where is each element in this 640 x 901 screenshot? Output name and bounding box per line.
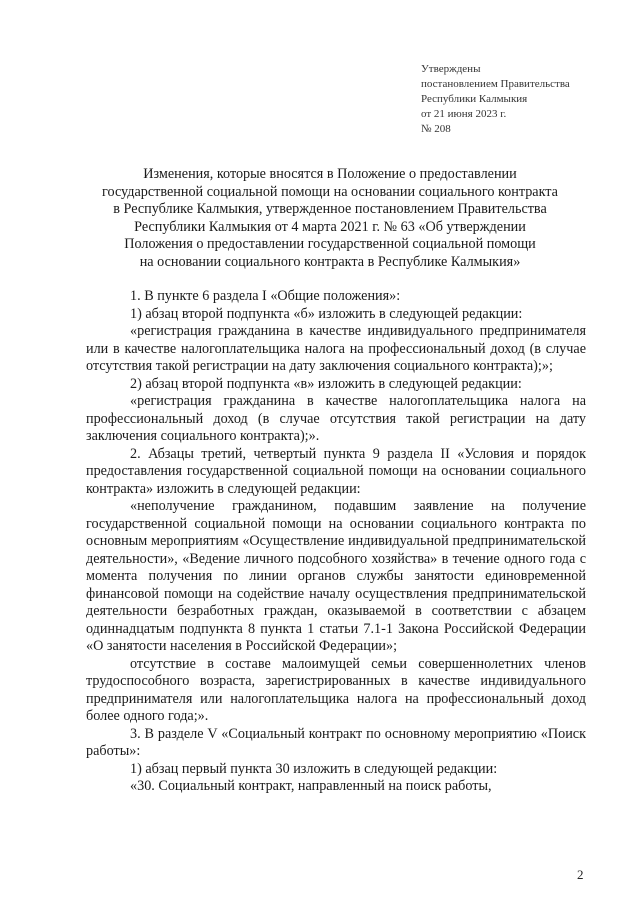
paragraph: 1) абзац первый пункта 30 изложить в следующей редакции: (130, 760, 498, 777)
title-line: государственной социальной помощи на основании социального контракта (102, 183, 558, 200)
approval-date: от 21 июня 2023 г. (421, 108, 507, 120)
document-body (86, 288, 586, 796)
paragraph: «регистрация гражданина в качестве индивидуального предпринимателя или в качестве налогоплательщика налога на профессиональный доход (в случае отсутствия такой регистрации на дату заключения социального контракта);»; (86, 323, 586, 374)
approval-stamp (421, 62, 570, 137)
title-line: Изменения, которые вносятся в Положение о предоставлении (143, 166, 517, 182)
approval-line: Утверждены (421, 63, 481, 75)
document-title (100, 166, 560, 271)
paragraph: 2) абзац второй подпункта «в» изложить в следующей редакции: (130, 375, 522, 392)
paragraph: 1. В пункте 6 раздела I «Общие положения»: (130, 288, 401, 304)
approval-line: Республики Калмыкия (421, 93, 528, 105)
page-number: 2 (577, 867, 584, 882)
title-line: в Республике Калмыкия, утвержденное постановлением Правительства (113, 201, 547, 217)
paragraph: «неполучение гражданином, подавшим заявление на получение государственной социальной помощи на основании социального контракта по основным мероприятиям «Осуществление индивидуальной предпринимательской деятельности», «Ведение личного подсобного хозяйства» в течение одного года с момента получения по линии органов службы занятости единовременной финансовой помощи на содействие началу осуществления предпринимательской деятельности безработных граждан, оказываемой в соответствии с абзацем одиннадцатым подпункта 8 пункта 1 статьи 7.1-1 Закона Российской Федерации «О занятости населения в Российской Федерации»; (86, 498, 586, 654)
title-line: Республики Калмыкия от 4 марта 2021 г. № 63 «Об утверждении (134, 218, 526, 235)
approval-line: постановлением Правительства (421, 78, 570, 90)
paragraph: 2. Абзацы третий, четвертый пункта 9 раздела II «Условия и порядок предоставления государственной социальной помощи на основании социального контракта» изложить в следующей редакции: (86, 445, 586, 497)
paragraph: 3. В разделе V «Социальный контракт по основному мероприятию «Поиск работы»: (86, 725, 586, 759)
paragraph: отсутствие в составе малоимущей семьи совершеннолетних членов трудоспособного возраста, зарегистрированных в качестве индивидуального предпринимателя или налогоплательщика налога на профессиональный доход более одного года;». (86, 655, 586, 724)
title-line: Положения о предоставлении государственной социальной помощи (124, 236, 536, 252)
paragraph: «30. Социальный контракт, направленный на поиск работы, (130, 778, 492, 794)
paragraph: 1) абзац второй подпункта «б» изложить в следующей редакции: (130, 305, 523, 322)
paragraph: «регистрация гражданина в качестве налогоплательщика налога на профессиональный доход (в случае отсутствия такой регистрации на дату заключения социального контракта);». (86, 393, 586, 444)
title-line: на основании социального контракта в Республике Калмыкия» (139, 253, 521, 270)
approval-number: № 208 (421, 123, 451, 135)
